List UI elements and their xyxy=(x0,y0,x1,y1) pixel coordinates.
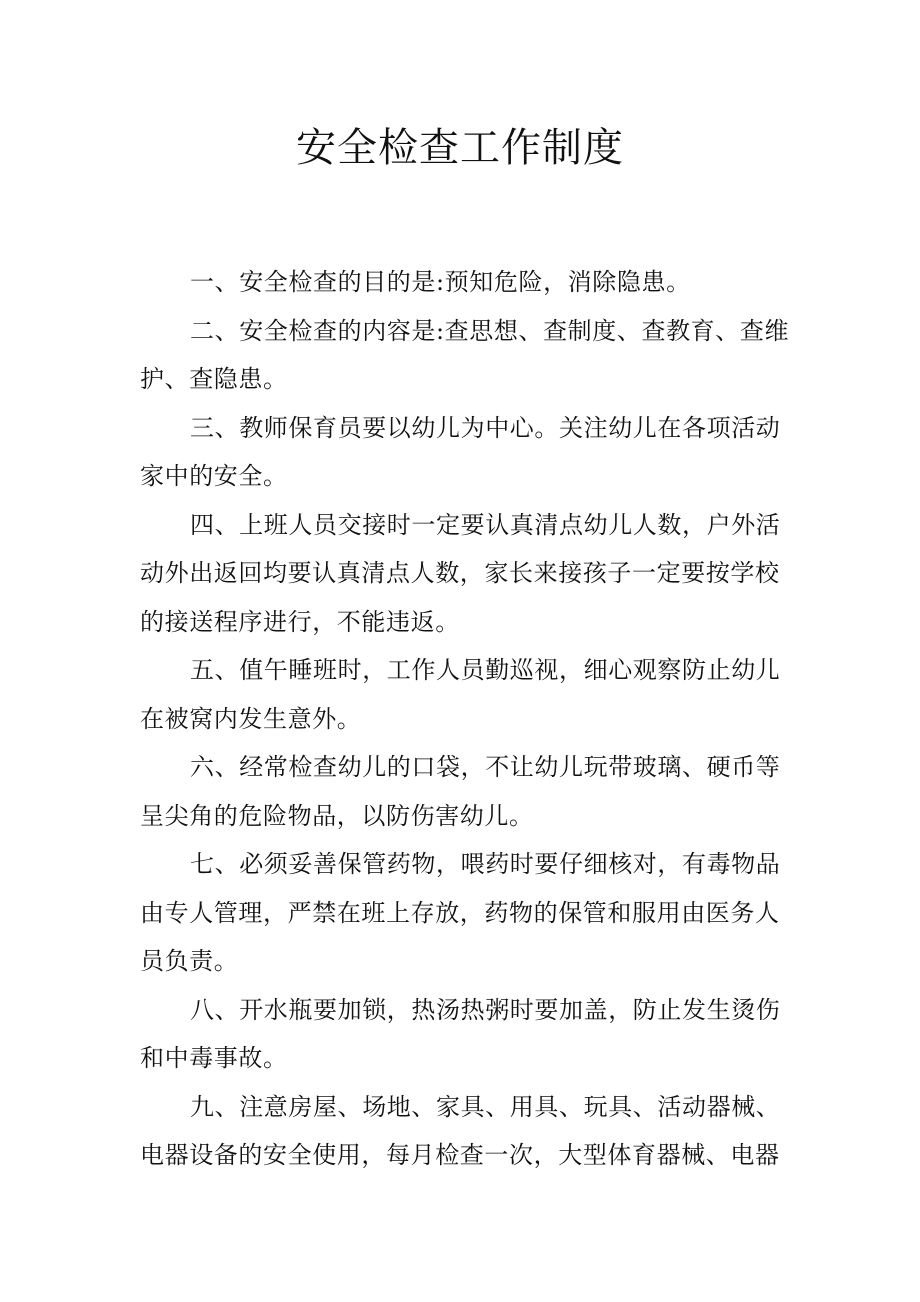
paragraph-7: 七、必须妥善保管药物，喂药时要仔细核对，有毒物品由专人管理，严禁在班上存放，药物的保管和服用由医务人员负责。 xyxy=(140,850,781,975)
paragraph-8: 八、开水瓶要加锁，热汤热粥时要加盖，防止发生烫伤和中毒事故。 xyxy=(140,995,781,1072)
document-body xyxy=(140,258,800,1180)
paragraph-3: 三、教师保育员要以幼儿为中心。关注幼儿在各项活动家中的安全。 xyxy=(140,413,781,490)
paragraph-1: 一、安全检查的目的是:预知危险，消除隐患。 xyxy=(190,268,691,296)
paragraph-5: 五、值午睡班时，工作人员勤巡视，细心观察防止幼儿在被窝内发生意外。 xyxy=(140,656,781,733)
paragraph-2: 二、安全检查的内容是:查思想、查制度、查教育、查维护、查隐患。 xyxy=(140,316,790,393)
paragraph-6: 六、经常检查幼儿的口袋，不让幼儿玩带玻璃、硬币等呈尖角的危险物品，以防伤害幼儿。 xyxy=(140,753,781,830)
paragraph-9: 九、注意房屋、场地、家具、用具、玩具、活动器械、电器设备的安全使用，每月检查一次，大型体育器械、电器 xyxy=(140,1092,781,1169)
document-title: 安全检查工作制度 xyxy=(296,125,624,171)
paragraph-4: 四、上班人员交接时一定要认真清点幼儿人数，户外活动外出返回均要认真清点人数，家长来接孩子一定要按学校的接送程序进行，不能违返。 xyxy=(140,510,781,636)
